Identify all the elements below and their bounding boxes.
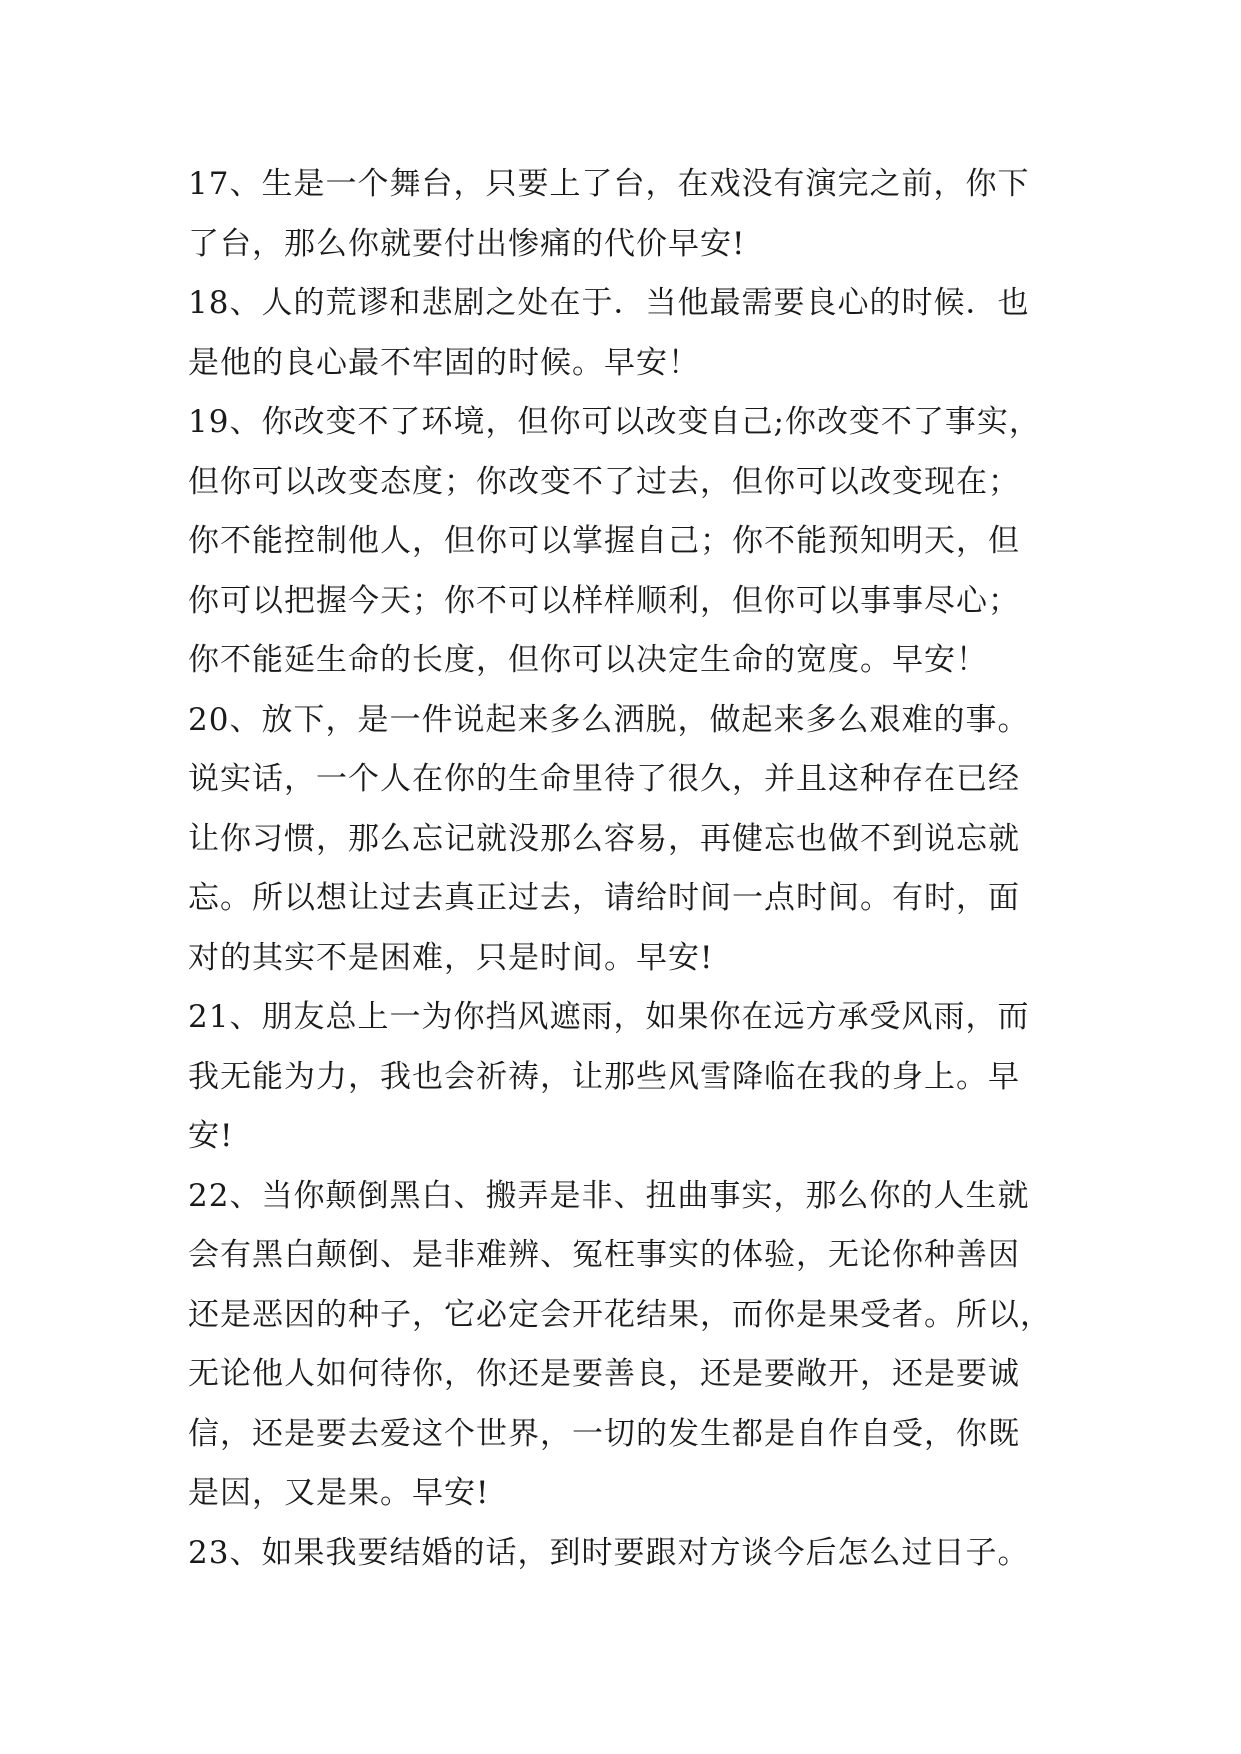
entry-line: 会有黑白颠倒、是非难辨、冤枉事实的体验，无论你种善因 (188, 1237, 1020, 1273)
entry-17 (188, 155, 1068, 274)
entry-20 (188, 691, 1068, 989)
entry-23 (188, 1524, 1068, 1584)
entry-line: 我无能为力，我也会祈祷，让那些风雪降临在我的身上。早 (188, 1058, 1020, 1095)
entry-line: 信，还是要去爱这个世界，一切的发生都是自作自受，你既 (188, 1415, 1020, 1452)
entry-line: 但你可以改变态度；你改变不了过去，但你可以改变现在； (188, 463, 1020, 500)
entry-line: 还是恶因的种子，它必定会开花结果，而你是果受者。所以， (188, 1296, 1052, 1333)
entry-18 (188, 274, 1068, 393)
entry-line: 说实话，一个人在你的生命里待了很久，并且这种存在已经 (188, 761, 1020, 797)
entry-line: 22、当你颠倒黑白、搬弄是非、扭曲事实，那么你的人生就 (188, 1177, 1030, 1214)
entry-line: 20、放下，是一件说起来多么洒脱，做起来多么艰难的事。 (188, 701, 1030, 738)
entry-line: 是他的良心最不牢固的时候。早安！ (188, 344, 700, 381)
entry-line: 21、朋友总上一为你挡风遮雨，如果你在远方承受风雨，而 (188, 999, 1030, 1035)
entry-line: 18、人的荒谬和悲剧之处在于．当他最需要良心的时候．也 (188, 285, 1030, 321)
entry-line: 你不能延生命的长度，但你可以决定生命的宽度。早安！ (188, 642, 988, 678)
entry-line: 你不能控制他人，但你可以掌握自己；你不能预知明天，但 (188, 523, 1020, 559)
entry-line: 了台，那么你就要付出惨痛的代价早安! (188, 225, 746, 262)
entry-22 (188, 1167, 1068, 1524)
document-body (188, 155, 1068, 1583)
entry-line: 对的其实不是困难，只是时间。早安! (188, 939, 714, 976)
entry-line: 让你习惯，那么忘记就没那么容易，再健忘也做不到说忘就 (188, 820, 1020, 857)
entry-19 (188, 393, 1068, 691)
entry-line: 无论他人如何待你，你还是要善良，还是要敞开，还是要诚 (188, 1356, 1020, 1392)
entry-line: 19、你改变不了环境，但你可以改变自己;你改变不了事实， (188, 404, 1041, 440)
entry-line: 安! (188, 1118, 234, 1154)
entry-line: 17、生是一个舞台，只要上了台，在戏没有演完之前，你下 (188, 166, 1030, 202)
entry-line: 23、如果我要结婚的话，到时要跟对方谈今后怎么过日子。 (188, 1534, 1030, 1571)
entry-line: 忘。所以想让过去真正过去，请给时间一点时间。有时，面 (188, 880, 1020, 916)
entry-21 (188, 988, 1068, 1167)
entry-line: 是因，又是果。早安! (188, 1475, 490, 1511)
entry-line: 你可以把握今天；你不可以样样顺利，但你可以事事尽心； (188, 582, 1020, 619)
